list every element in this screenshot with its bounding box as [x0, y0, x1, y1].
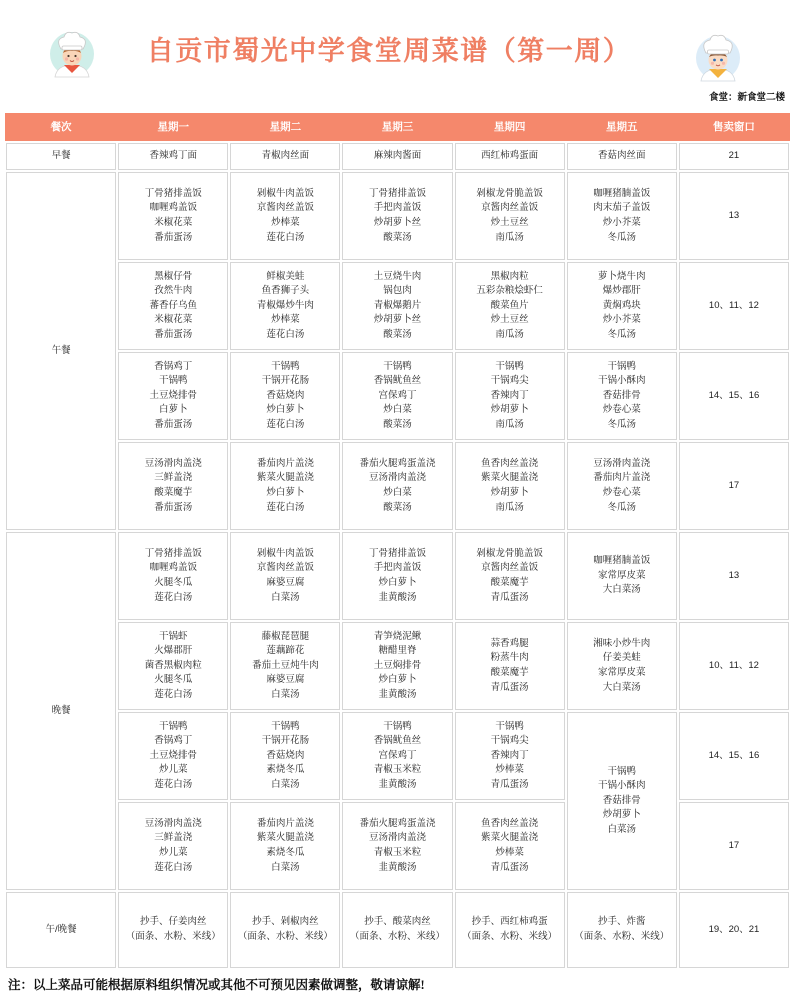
dish-name: 蕃香仔乌鱼 — [149, 299, 197, 311]
sales-window-cell — [679, 262, 789, 350]
dish-name: 剁椒牛肉盖饭 — [256, 187, 314, 199]
dish-cell — [342, 262, 452, 350]
dish-name: 白菜汤 — [271, 861, 300, 873]
dish-name: （面条、水粉、米线） — [349, 931, 445, 942]
chef-icon — [692, 31, 744, 83]
dish-name: 紫菜火腿盖浇 — [256, 472, 314, 484]
meal-label: 午餐 — [51, 344, 71, 356]
dish-name: 咖喱猪腩盖饭 — [593, 555, 651, 567]
dish-name: 香菇肉丝面 — [598, 150, 646, 162]
sales-window-cell — [679, 172, 789, 260]
dish-cell — [118, 622, 228, 710]
canteen-location: 食堂：新食堂二楼 — [708, 92, 785, 103]
dish-name: （面条、水粉、米线） — [462, 931, 558, 942]
dish-cell — [118, 532, 228, 620]
dish-name: 白菜汤 — [271, 591, 300, 603]
dish-name: 南瓜汤 — [495, 328, 524, 340]
sales-window-cell — [679, 352, 789, 440]
sales-window-number: 13 — [728, 209, 740, 221]
dish-name: 青椒玉米粒 — [373, 764, 422, 776]
dish-name: 家常厚皮菜 — [598, 569, 646, 581]
dish-name: 莲花白汤 — [154, 861, 193, 873]
weekly-menu-table — [4, 141, 791, 970]
meal-label: 早餐 — [51, 150, 71, 162]
column-header-tuesday: 星期二 — [269, 121, 302, 133]
dish-name: 咖喱鸡盖饭 — [149, 562, 197, 574]
dish-name: （面条、水粉、米线） — [574, 931, 670, 942]
dish-name: 炒棒菜 — [495, 847, 524, 858]
dish-name: 咖喱猪腩盖饭 — [593, 187, 651, 199]
dish-cell — [567, 712, 677, 890]
dish-name: 手把肉盖饭 — [373, 562, 422, 574]
dish-name: 大白菜汤 — [602, 584, 641, 596]
dish-name: 火腿冬瓜 — [154, 674, 193, 686]
dish-name: 三鲜盖浇 — [154, 472, 193, 484]
dish-name: 麻婆豆腐 — [266, 577, 305, 588]
lunch-row — [6, 442, 789, 530]
dish-cell — [230, 712, 340, 800]
dish-name: 剁椒龙骨脆盖饭 — [476, 547, 543, 559]
dish-name: 鱼香肉丝盖浇 — [481, 457, 539, 469]
dish-cell — [567, 172, 677, 260]
dish-cell — [342, 442, 452, 530]
sales-window-cell — [679, 712, 789, 800]
dish-name: 干锅鸡尖 — [490, 375, 529, 387]
dish-name: 麻辣肉酱面 — [373, 150, 422, 162]
dish-name: 冬瓜汤 — [607, 328, 637, 340]
dish-name: 炒胡萝卜丝 — [373, 217, 422, 228]
dish-name: 莲花白汤 — [266, 418, 305, 430]
dish-name: 番茄火腿鸡蛋盖浇 — [359, 457, 436, 469]
dish-name: 青笋烧泥鳅 — [373, 630, 422, 642]
menu-table-body — [6, 143, 789, 968]
dish-name: 香锅鸡丁 — [154, 360, 193, 372]
dish-name: 莲花白汤 — [154, 591, 193, 603]
dish-name: 干锅鸭 — [495, 720, 524, 732]
dish-name: 干锅鸭 — [271, 360, 300, 372]
dish-name: 丁骨猪排盖饭 — [368, 547, 426, 559]
dish-name: 香锅鸡丁 — [154, 735, 193, 747]
dish-name: 炒白萝卜 — [266, 404, 305, 416]
dish-name: 南瓜汤 — [495, 501, 524, 513]
dish-name: 番茄蛋汤 — [154, 328, 193, 340]
dish-name: 炒白萝卜 — [378, 577, 417, 588]
dish-name: 韭黄酸汤 — [378, 591, 417, 603]
dish-name: 米椒花菜 — [154, 314, 193, 326]
dish-name: 抄手、炸酱 — [598, 916, 646, 928]
dish-name: 番茄肉片盖浇 — [593, 472, 651, 484]
dish-name: 冬瓜汤 — [607, 418, 637, 430]
sales-window-cell — [679, 802, 789, 890]
meal-label-cell — [6, 532, 116, 890]
dish-cell — [342, 352, 452, 440]
meal-label: 午/晚餐 — [45, 923, 77, 935]
dish-cell — [455, 442, 565, 530]
dish-name: 莲花白汤 — [154, 688, 193, 700]
dish-name: 京酱肉丝盖饭 — [481, 562, 539, 574]
sales-window-number: 13 — [728, 569, 740, 581]
dish-cell — [567, 532, 677, 620]
dish-name: 肉末茄子盖饭 — [593, 202, 651, 214]
dish-name: 剁椒龙骨脆盖饭 — [476, 187, 543, 199]
column-header-monday: 星期一 — [157, 121, 189, 133]
dish-cell — [118, 712, 228, 800]
meal-label-cell — [6, 172, 116, 530]
dish-name: 干锅虾 — [158, 630, 188, 642]
dish-name: 仔姜美蛙 — [602, 652, 641, 664]
dish-name: （面条、水粉、米线） — [125, 931, 221, 942]
dish-cell — [567, 262, 677, 350]
dish-name: 土豆烧牛肉 — [373, 270, 422, 282]
dish-name: 白萝卜 — [158, 404, 188, 416]
dish-cell — [567, 622, 677, 710]
dish-name: 干锅鸭 — [607, 360, 637, 372]
dish-name: 番茄火腿鸡蛋盖浇 — [359, 817, 436, 829]
dish-name: 香辣肉丁 — [490, 389, 529, 401]
dish-cell — [567, 442, 677, 530]
dish-name: 炒土豆丝 — [490, 217, 529, 228]
dish-name: 火腿冬瓜 — [154, 577, 193, 588]
dish-cell — [118, 802, 228, 890]
dish-cell — [342, 622, 452, 710]
dish-name: 炒棒菜 — [271, 217, 300, 228]
dish-name: 孜然牛肉 — [154, 285, 193, 297]
meal-label: 晚餐 — [51, 704, 71, 716]
footer-note: 注：以上菜品可能根据原料组织情况或其他不可预见因素做调整，敬请谅解! — [8, 978, 425, 992]
dish-name: 干锅鸭 — [607, 765, 637, 777]
dish-name: 丁骨猪排盖饭 — [144, 547, 202, 559]
dish-name: 干锅鸭 — [271, 720, 300, 732]
dish-name: （面条、水粉、米线） — [237, 931, 333, 942]
dish-cell — [342, 143, 452, 170]
dish-cell — [567, 352, 677, 440]
lunch-row — [6, 262, 789, 350]
lunch-row — [6, 352, 789, 440]
dish-name: 豆汤滑肉盖浇 — [144, 457, 202, 469]
sales-window-number: 17 — [728, 839, 740, 851]
dish-name: 丁骨猪排盖饭 — [144, 187, 202, 199]
dish-name: 冬瓜汤 — [607, 501, 637, 513]
dish-name: 豆汤滑肉盖浇 — [368, 832, 426, 844]
dish-cell — [230, 892, 340, 968]
dish-name: 糖醋里脊 — [378, 645, 417, 657]
dish-name: 家常厚皮菜 — [598, 667, 646, 678]
dish-name: 炒白菜 — [383, 404, 412, 416]
dish-name: 白菜汤 — [271, 688, 300, 700]
dish-name: 香菇排骨 — [602, 794, 641, 806]
dish-name: 白菜汤 — [271, 778, 300, 790]
dish-name: 黑椒仔骨 — [154, 270, 193, 282]
dish-name: 干锅鸭 — [383, 360, 412, 372]
dish-name: 青瓜蛋汤 — [490, 681, 529, 693]
dish-cell — [118, 262, 228, 350]
dish-name: 炒儿菜 — [158, 847, 188, 858]
dish-name: 酸菜汤 — [383, 231, 412, 243]
dish-name: 炒棒菜 — [495, 764, 524, 776]
dish-name: 酸菜魔芋 — [490, 667, 529, 678]
dish-name: 爆炒郡肝 — [602, 285, 641, 297]
dish-name: 菌香黑椒肉粒 — [144, 659, 202, 671]
dish-cell — [118, 352, 228, 440]
dish-cell — [455, 143, 565, 170]
dish-name: 三鲜盖浇 — [154, 832, 193, 844]
dish-name: 炒小芥菜 — [602, 217, 641, 228]
sales-window-number: 19、20、21 — [708, 923, 760, 935]
dish-name: 干锅开花肠 — [261, 375, 310, 387]
dish-name: 五彩杂粮烩虾仁 — [476, 285, 543, 297]
dish-cell — [118, 172, 228, 260]
dish-name: 黄焖鸡块 — [602, 299, 641, 311]
dish-name: 韭黄酸汤 — [378, 861, 417, 873]
dish-name: 藤椒琵琶腿 — [261, 630, 310, 642]
dish-name: 番茄蛋汤 — [154, 501, 193, 513]
dish-name: 炒胡萝卜 — [602, 809, 641, 821]
dish-name: 炒小芥菜 — [602, 314, 641, 326]
dish-name: 京酱肉丝盖饭 — [256, 562, 314, 574]
dish-name: 宫保鸡丁 — [378, 389, 417, 401]
dish-cell — [455, 622, 565, 710]
dish-name: 粉蒸牛肉 — [490, 652, 529, 664]
column-header-thursday: 星期四 — [493, 121, 526, 133]
dish-name: 大白菜汤 — [602, 681, 641, 693]
dish-name: 干锅鸭 — [158, 720, 188, 732]
dish-cell — [455, 712, 565, 800]
dish-name: 番茄蛋汤 — [154, 231, 193, 243]
dish-name: 炒胡萝卜 — [490, 404, 529, 416]
dinner-row — [6, 622, 789, 710]
dish-cell — [455, 892, 565, 968]
sales-window-cell — [679, 143, 789, 170]
dish-cell — [567, 892, 677, 968]
sales-window-cell — [679, 532, 789, 620]
dish-name: 青椒爆鹅片 — [373, 299, 422, 311]
dish-name: 抄手、酸菜肉丝 — [364, 916, 431, 928]
page-title: 自贡市蜀光中学食堂周菜谱（第一周） — [146, 36, 632, 66]
dish-name: 香辣鸡丁面 — [149, 150, 197, 162]
dish-name: 干锅开花肠 — [261, 735, 310, 747]
dish-cell — [230, 352, 340, 440]
dish-name: 萝卜烧牛肉 — [598, 270, 646, 282]
dish-name: 韭黄酸汤 — [378, 778, 417, 790]
meal-label-cell — [6, 143, 116, 170]
dish-name: 炒卷心菜 — [602, 404, 641, 416]
dish-name: 酸菜汤 — [383, 418, 412, 430]
dish-name: 干锅鸡尖 — [490, 735, 529, 747]
dish-name: 紫菜火腿盖浇 — [256, 832, 314, 844]
dish-name: 炒棒菜 — [271, 314, 300, 326]
dish-name: 酸菜魔芋 — [490, 577, 529, 588]
dish-name: 手把肉盖饭 — [373, 202, 422, 214]
dish-cell — [230, 622, 340, 710]
dish-name: 素烧冬瓜 — [266, 764, 305, 776]
dish-name: 冬瓜汤 — [607, 231, 637, 243]
column-header-meal: 餐次 — [50, 121, 72, 133]
dish-name: 莲花白汤 — [266, 231, 305, 243]
dish-cell — [455, 352, 565, 440]
column-header-friday: 星期五 — [606, 121, 638, 133]
dish-name: 番茄肉片盖浇 — [256, 817, 314, 829]
sales-window-cell — [679, 442, 789, 530]
dish-name: 干锅鸭 — [495, 360, 524, 372]
dish-name: 干锅小酥肉 — [598, 780, 646, 792]
dinner-row — [6, 532, 789, 620]
sales-window-number: 17 — [728, 479, 740, 491]
dish-name: 南瓜汤 — [495, 418, 524, 430]
dish-cell — [342, 532, 452, 620]
dish-name: 青椒玉米粒 — [373, 847, 422, 858]
dish-name: 黑椒肉粒 — [490, 270, 529, 282]
column-header-bar — [5, 113, 790, 141]
dish-name: 湘味小炒牛肉 — [593, 637, 651, 649]
dish-name: 干锅鸭 — [158, 375, 188, 387]
dish-name: 青瓜蛋汤 — [490, 861, 529, 873]
dish-name: 宫保鸡丁 — [378, 749, 417, 761]
dish-cell — [118, 892, 228, 968]
dish-name: 莲藕蹄花 — [266, 645, 305, 657]
dish-name: 青椒爆炒牛肉 — [256, 299, 314, 311]
dish-cell — [230, 172, 340, 260]
dish-cell — [455, 262, 565, 350]
dish-name: 酸菜汤 — [383, 501, 412, 513]
dish-name: 炒白菜 — [383, 487, 412, 498]
dish-name: 西红柿鸡蛋面 — [481, 150, 539, 162]
dish-name: 土豆焖排骨 — [373, 659, 422, 671]
column-header-wednesday: 星期三 — [381, 121, 414, 133]
dish-name: 青瓜蛋汤 — [490, 591, 529, 603]
dish-name: 炒胡萝卜 — [490, 487, 529, 498]
dish-name: 蒜香鸡腿 — [490, 637, 529, 649]
dish-cell — [342, 712, 452, 800]
noodles-row — [6, 892, 789, 968]
dish-name: 麻婆豆腐 — [266, 674, 305, 686]
dish-cell — [118, 143, 228, 170]
dish-cell — [230, 532, 340, 620]
breakfast-row — [6, 143, 789, 170]
dish-cell — [455, 532, 565, 620]
sales-window-number: 21 — [728, 150, 740, 162]
dish-cell — [230, 802, 340, 890]
dish-name: 番茄土豆炖牛肉 — [252, 659, 319, 671]
dish-name: 丁骨猪排盖饭 — [368, 187, 426, 199]
dish-name: 酸菜汤 — [383, 328, 412, 340]
dish-name: 抄手、剁椒肉丝 — [252, 916, 319, 928]
dish-cell — [342, 802, 452, 890]
dish-name: 香锅鱿鱼丝 — [373, 375, 422, 387]
column-header-sales-window: 售卖窗口 — [712, 121, 755, 133]
lunch-row — [6, 172, 789, 260]
dish-name: 鱼香狮子头 — [261, 285, 310, 297]
dish-name: 韭黄酸汤 — [378, 688, 417, 700]
dish-name: 京酱肉丝盖饭 — [256, 202, 314, 214]
dish-name: 南瓜汤 — [495, 231, 524, 243]
dish-name: 白菜汤 — [607, 823, 637, 835]
sales-window-number: 10、11、12 — [708, 299, 759, 311]
dish-name: 炒白萝卜 — [378, 674, 417, 686]
dish-name: 香菇烧肉 — [266, 749, 305, 761]
dish-cell — [118, 442, 228, 530]
dish-name: 香菇排骨 — [602, 389, 641, 401]
dish-name: 番茄蛋汤 — [154, 418, 193, 430]
dish-name: 素烧冬瓜 — [266, 847, 305, 858]
dish-name: 炒白萝卜 — [266, 487, 305, 498]
dish-name: 干锅鸭 — [383, 720, 412, 732]
dish-name: 莲花白汤 — [266, 501, 305, 513]
dish-name: 莲花白汤 — [154, 778, 193, 790]
dish-name: 豆汤滑肉盖浇 — [593, 457, 651, 469]
dish-cell — [342, 172, 452, 260]
dish-name: 土豆烧排骨 — [149, 749, 197, 761]
dish-cell — [455, 802, 565, 890]
dish-name: 炒卷心菜 — [602, 487, 641, 498]
dish-name: 干锅小酥肉 — [598, 375, 646, 387]
meal-label-cell — [6, 892, 116, 968]
dish-name: 豆汤滑肉盖浇 — [144, 817, 202, 829]
dish-cell — [342, 892, 452, 968]
sales-window-number: 14、15、16 — [708, 389, 760, 401]
dish-name: 抄手、仔姜肉丝 — [139, 916, 207, 928]
dish-name: 番茄肉片盖浇 — [256, 457, 314, 469]
dish-name: 咖喱鸡盖饭 — [149, 202, 197, 214]
dish-name: 锅包肉 — [383, 285, 412, 297]
dish-name: 豆汤滑肉盖浇 — [368, 472, 426, 484]
dish-name: 炒儿菜 — [158, 764, 188, 776]
dish-name: 香锅鱿鱼丝 — [373, 735, 422, 747]
dish-name: 土豆烧排骨 — [149, 389, 197, 401]
dish-cell — [455, 172, 565, 260]
dish-name: 香菇烧肉 — [266, 389, 305, 401]
dish-name: 青椒肉丝面 — [261, 150, 310, 162]
dish-name: 火爆郡肝 — [154, 645, 193, 657]
dish-name: 香辣肉丁 — [490, 749, 529, 761]
sales-window-number: 14、15、16 — [708, 749, 760, 761]
dish-cell — [230, 442, 340, 530]
dish-name: 炒土豆丝 — [490, 314, 529, 326]
dish-name: 鲜椒美蛙 — [266, 270, 305, 282]
dish-name: 京酱肉丝盖饭 — [481, 202, 539, 214]
dish-name: 抄手、西红柿鸡蛋 — [471, 916, 548, 928]
dish-name: 米椒花菜 — [154, 217, 193, 228]
sales-window-cell — [679, 622, 789, 710]
dish-name: 紫菜火腿盖浇 — [481, 472, 539, 484]
sales-window-cell — [679, 892, 789, 968]
dish-name: 酸菜鱼片 — [490, 299, 529, 311]
dish-name: 酸菜魔芋 — [154, 487, 193, 498]
dish-cell — [230, 262, 340, 350]
dish-name: 紫菜火腿盖浇 — [481, 832, 539, 844]
dish-name: 剁椒牛肉盖饭 — [256, 547, 314, 559]
dish-name: 鱼香肉丝盖浇 — [481, 817, 539, 829]
dish-name: 炒胡萝卜丝 — [373, 314, 422, 326]
dinner-row — [6, 712, 789, 800]
sales-window-number: 10、11、12 — [708, 659, 759, 671]
dish-name: 青瓜蛋汤 — [490, 778, 529, 790]
dish-cell — [567, 143, 677, 170]
dish-name: 莲花白汤 — [266, 328, 305, 340]
dish-cell — [230, 143, 340, 170]
